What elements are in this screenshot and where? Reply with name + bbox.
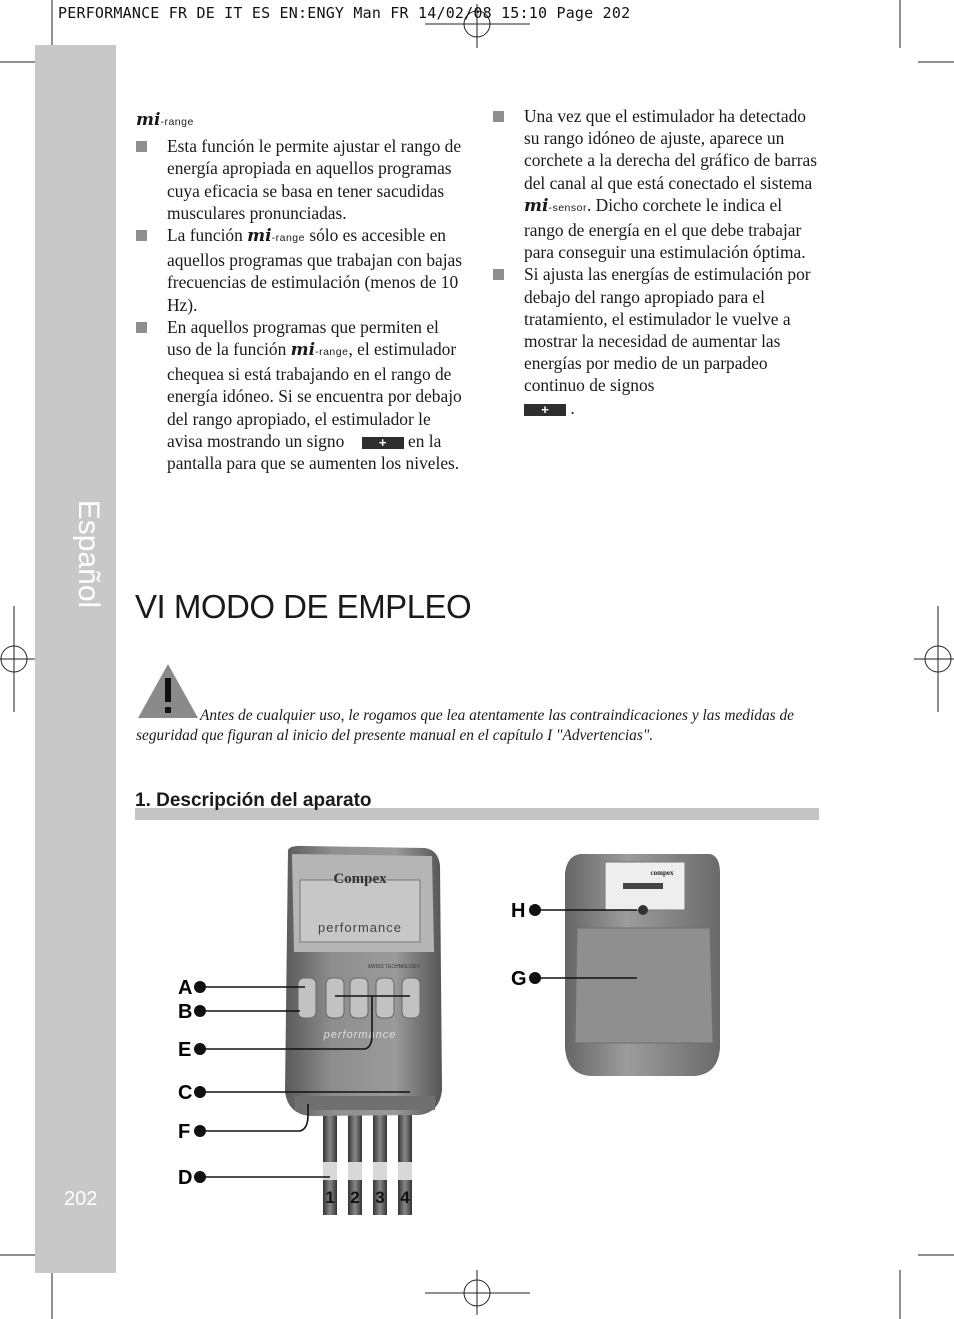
list-item: La función mi-range sólo es accesible en aquellos programas que trabajan con bajas frecuencias de estimulación (menos de 10 Hz). [136,224,466,316]
plus-sign-icon: + [524,404,566,416]
language-label: Español [72,499,105,609]
square-bullet-icon [493,111,504,122]
svg-text:C: C [178,1082,193,1104]
mi-range-heading [136,108,466,133]
back-device-illustration [505,848,730,1083]
square-bullet-icon [493,269,504,280]
svg-text:1: 1 [325,1188,335,1207]
svg-text:F: F [178,1121,191,1143]
list-item: Esta función le permite ajustar el rango de energía apropiada en aquellos programas cuya eficacia se basa en tener sacudidas musculares pronunciadas. [136,135,466,224]
list-item: Si ajusta las energías de estimulación por debajo del rango apropiado para el tratamiento, el estimulador le vuelve a mostrar la necesidad de aumentar las energías por medio de un parpadeo continuo de signos + . [493,263,818,418]
square-bullet-icon [136,230,147,241]
list-item: En aquellos programas que permiten el uso de la función mi-range, el estimulador chequea si está trabajando en el rango de energía idóneo. Si se encuentra por debajo del rango apropiado, el estimulador le avisa mostrando un signo + en la pantalla para que se aumenten los niveles. [136,316,466,474]
front-device-illustration [170,840,470,1220]
sidebar-strip [35,45,116,1273]
square-bullet-icon [136,141,147,152]
warning-text: Antes de cualquier uso, le rogamos que lea atentamente las contraindicaciones y las medidas de seguridad que figuran al inicio del presente manual en el capítulo I "Advertencias". [136,707,794,744]
section-subtitle: 1. Descripción del aparato [135,790,372,811]
square-bullet-icon [136,322,147,333]
section-title: VI MODO DE EMPLEO [135,588,472,625]
screen-text: performance [318,920,402,935]
page-number: 202 [64,1188,98,1210]
svg-text:3: 3 [375,1188,385,1207]
svg-text:D: D [178,1167,193,1189]
svg-text:B: B [178,1001,193,1023]
svg-text:A: A [178,977,193,999]
brand-logo: Compex [333,871,387,887]
svg-text:2: 2 [350,1188,360,1207]
list-item: Una vez que el estimulador ha detectado su rango idóneo de ajuste, aparece un corchete a la derecha del gráfico de barras del canal al que está conectado el sistema mi-sensor. Dicho corchete le indica el rango de energía en el que debe trabajar para conseguir una estimulación óptima. [493,105,818,263]
svg-text:E: E [178,1039,192,1061]
svg-text:H: H [511,900,526,922]
left-column [136,108,466,474]
tech-tag: SWISS TECHNOLOGY [367,964,420,970]
mi-range-suffix: -range [160,116,194,128]
mi-logo-mark: mi [136,110,161,130]
print-job-header: PERFORMANCE FR DE IT ES EN:ENGY Man FR 14/02/08 15:10 Page 202 [58,4,631,22]
svg-text:G: G [511,968,527,990]
back-brand-logo: compex [650,869,674,877]
plus-sign-icon: + [362,437,404,449]
right-column [493,105,818,419]
lower-text: performance [323,1029,397,1041]
svg-text:4: 4 [400,1188,410,1207]
